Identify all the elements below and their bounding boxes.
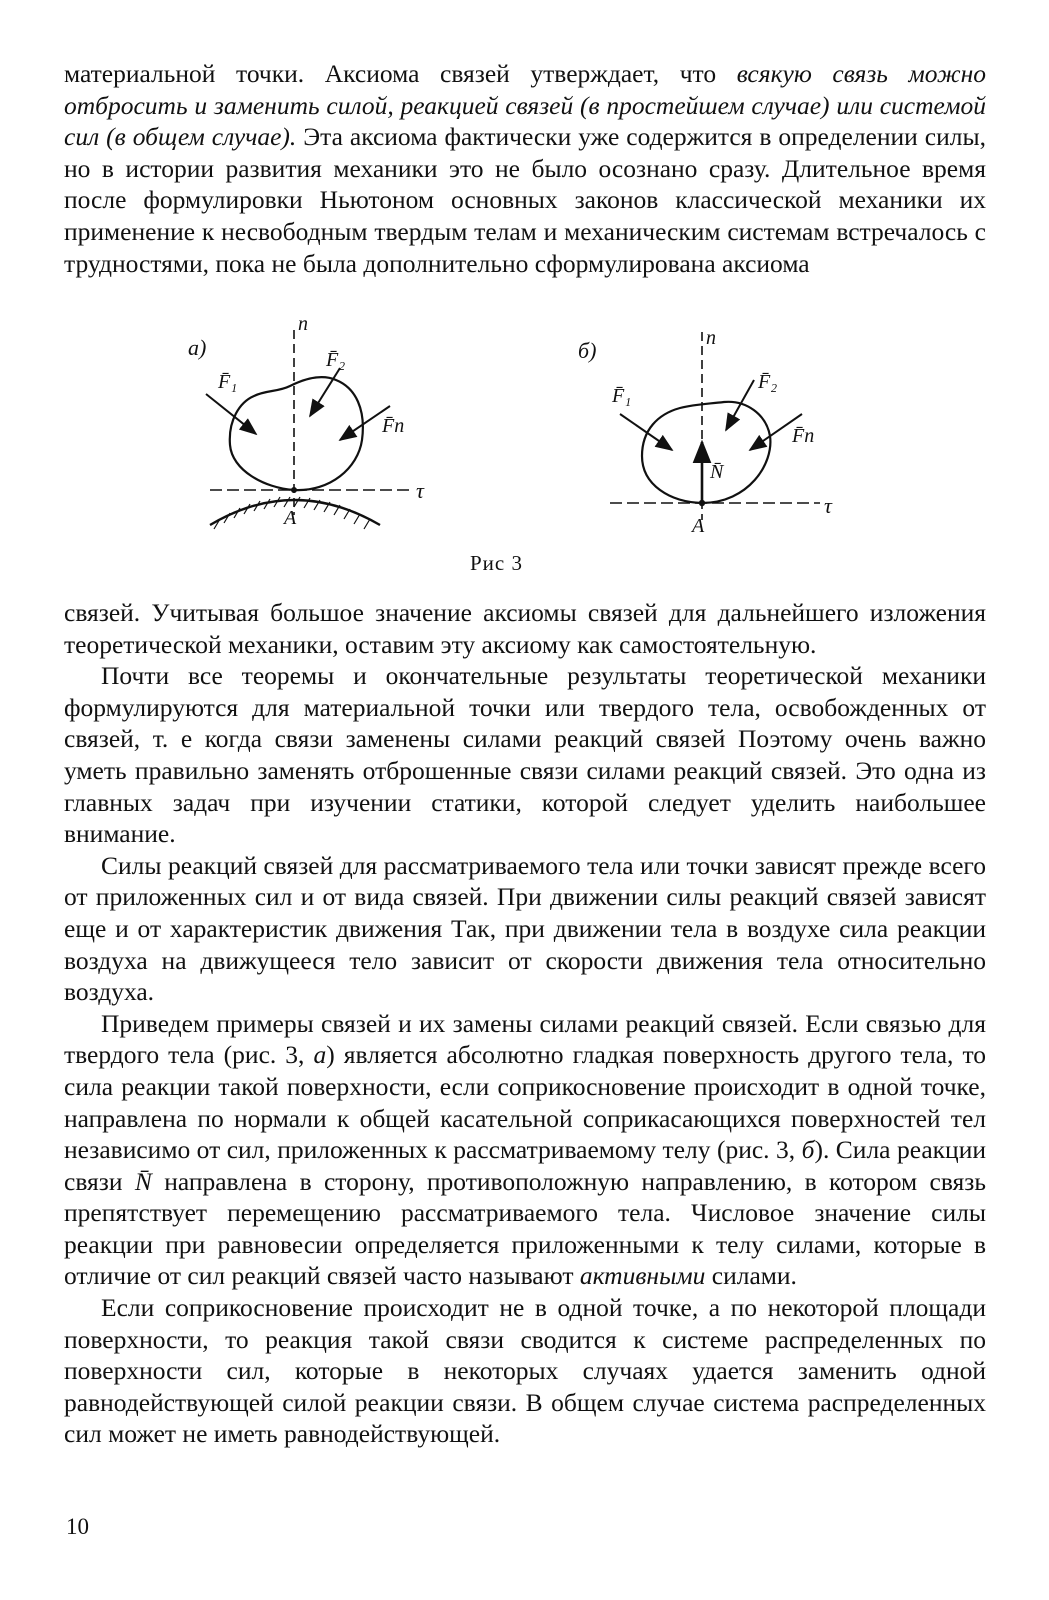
panel-b-force-2-label: F̄₂ (758, 371, 778, 393)
paragraph (64, 660, 986, 850)
panel-a-force-n-label: F̄n (382, 415, 405, 437)
panel-a-normal-label: n (298, 313, 308, 335)
panel-a-force-1-label: F̄₁ (218, 371, 238, 393)
panel-b-tangent-label: τ (824, 493, 832, 518)
panel-b (578, 327, 833, 537)
figure-3 (180, 310, 880, 550)
panel-a-point-A (291, 487, 297, 493)
text-run: Если соприкосновение происходит не в одной точке, а по некоторой площади поверхности, то реакция такой связи сводится к системе распределенных по поверхности сил, которые в некоторых случаях удается заменить одной равнодействующей силой реакции связи. В общем случае система распределенных сил может не иметь равнодействующей. (64, 1293, 986, 1449)
text-block-bottom (64, 597, 986, 1450)
panel-b-reaction-label: N̄ (710, 461, 724, 483)
text-run: связей. Учитывая большое значение аксиомы связей для дальнейшего изложения теоретической механики, оставим эту аксиому как самостоятельную. (64, 598, 986, 659)
paragraph (64, 1008, 986, 1292)
text-run: Эта аксиома фактически уже содержится в определении силы, но в истории развития механики это не было осознано сразу. Длительное время после формулировки Ньютоном основных законов классической механики их применение к несвободным твердым телам и механическим системам встречалось с трудностями, пока не была дополнительно сформулирована аксиома (64, 122, 986, 278)
panel-a-label: а) (188, 335, 207, 360)
text-run: ) является абсолютно гладкая поверхность другого тела, то сила реакции такой поверхности, если соприкосновение происходит в одной точке, направлена по нормали к общей касательной соприкасающихся поверхностей тел независимо от сил, приложенных к рассматриваемому телу (рис. 3, (64, 1040, 987, 1165)
panel-a-point-label: A (284, 507, 297, 529)
italic-run: N̄ (134, 1166, 152, 1196)
panel-a-force-2-label: F̄₂ (326, 349, 346, 371)
panel-a (188, 313, 425, 529)
paragraph (64, 1292, 986, 1450)
figure-caption: Рис 3 (470, 551, 523, 575)
text-run: материальной точки. Аксиома связей утверждает, что (64, 59, 737, 88)
page-number: 10 (66, 1514, 89, 1539)
panel-a-body (230, 377, 363, 490)
text-run: Приведем примеры связей и их замены силами реакций связей. Если связью для твердого тела (рис. 3, (64, 1008, 986, 1070)
paragraph (64, 850, 986, 1008)
figure-3-drawing (180, 310, 880, 550)
italic-run: активными (579, 1261, 706, 1291)
text-run: силами. (705, 1261, 797, 1291)
text-run: направлена в сторону, противоположную направлению, в котором связь препятствует перемещению рассматриваемого тела. Числовое значение силы реакции при равновесии определяется приложенными к телу силами, которые в отличие от сил реакций связей часто называют (64, 1166, 986, 1291)
italic-run: б (801, 1135, 815, 1165)
panel-b-force-1-label: F̄₁ (612, 385, 632, 407)
text-run: ). Сила реакции связи (64, 1135, 986, 1196)
panel-a-tangent-label: τ (416, 478, 424, 503)
paragraph (64, 597, 986, 660)
panel-a-force-2-arrow (310, 368, 340, 416)
panel-b-force-n-label: F̄n (792, 425, 815, 447)
panel-b-normal-label: n (706, 327, 716, 349)
paragraph (64, 58, 986, 279)
panel-b-force-1-arrow (620, 414, 672, 450)
panel-b-force-2-arrow (726, 380, 754, 430)
text-block-top (64, 58, 986, 279)
text-run: Силы реакций связей для рассматриваемого тела или точки зависят прежде всего от приложенных сил и от вида связей. При движении силы реакций связей зависят еще и от характеристик движения Так, при движении тела в воздухе сила реакции воздуха на движущееся тело зависит от скорости движения тела относительно воздуха. (64, 850, 986, 1007)
italic-run: а (313, 1040, 327, 1070)
panel-b-point-label: A (692, 515, 705, 537)
italic-run: всякую связь можно отбросить и заменить силой, реакцией связей (в простейшем случае) или системой сил (в общем случае). (64, 59, 986, 152)
text-run: Почти все теоремы и окончательные результаты теоретической механики формулируются для материальной точки или твердого тела, освобожденных от связей, т. е когда связи заменены силами реакций связей Поэтому очень важно уметь правильно заменять отброшенные связи силами реакций связей. Это одна из главных задач при изучении статики, которой следует уделить наибольшее внимание. (64, 661, 986, 849)
panel-b-label: б) (578, 338, 597, 363)
panel-b-body (642, 402, 770, 503)
